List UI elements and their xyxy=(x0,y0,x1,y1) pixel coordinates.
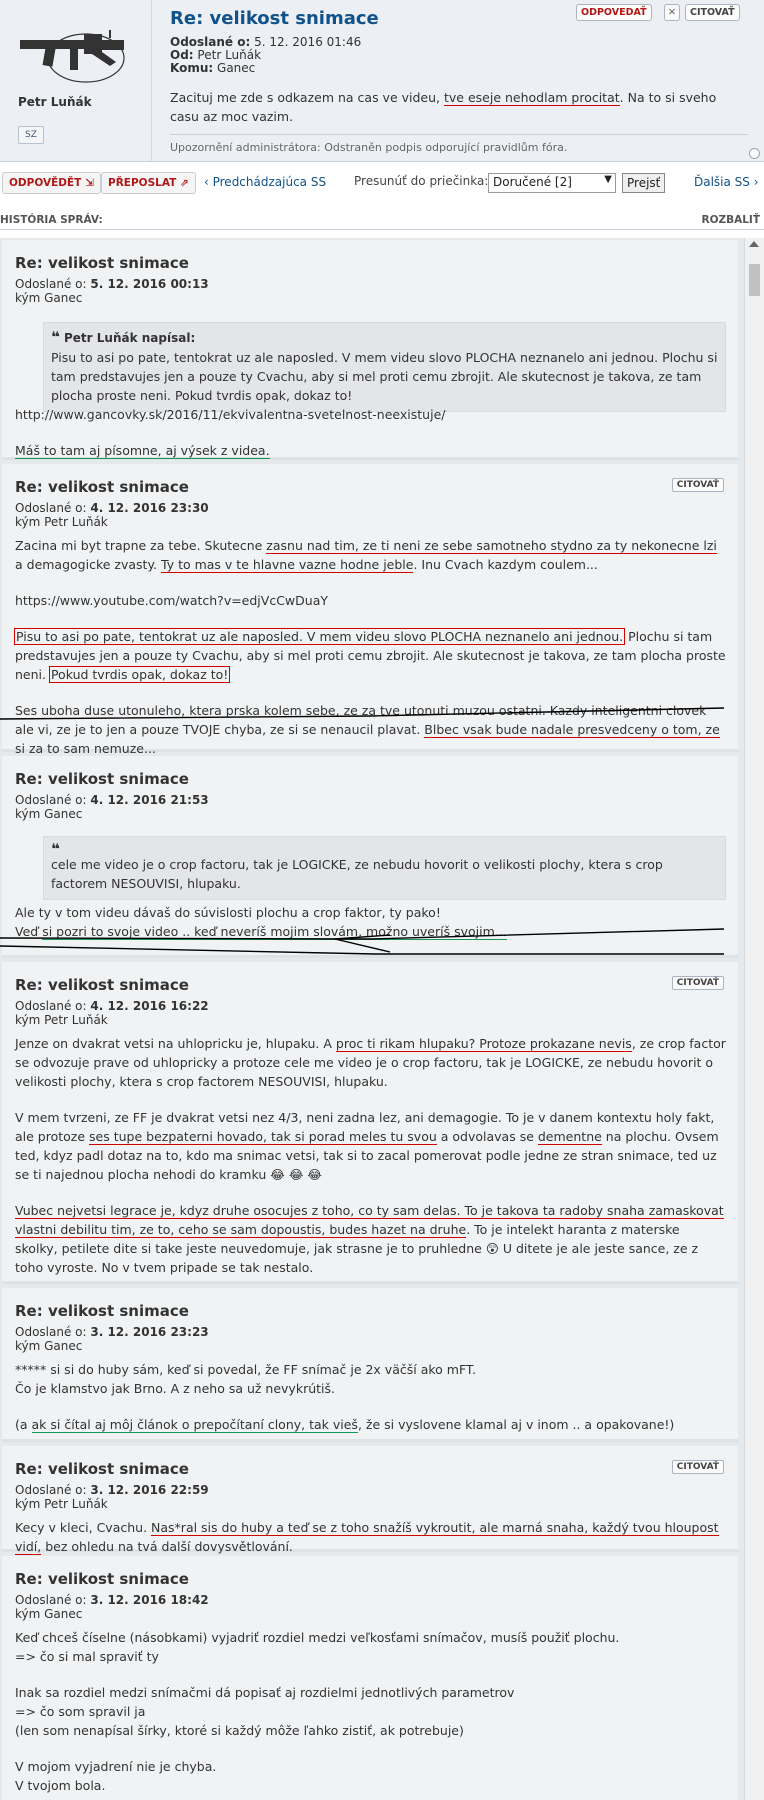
rifle-logo-icon xyxy=(14,18,134,88)
text: Kecy v kleci, Cvachu. xyxy=(15,1520,152,1535)
history-message xyxy=(2,1556,738,1800)
sent-label: Odoslané o: xyxy=(170,35,251,49)
message-author: kým Petr Luňák xyxy=(15,515,108,529)
sent-value: 5. 12. 2016 01:46 xyxy=(254,35,362,49)
quote-button[interactable]: CITOVAŤ xyxy=(685,4,740,21)
underlined-text: Nas*ral sis do huby a teď se z toho snažíš vykroutit, ale marná snaha, každý tvou hloupost vidí, xyxy=(15,1520,719,1554)
pm-body-text-end: . Na to si sveho casu az moc vazim. xyxy=(170,90,717,124)
history-message xyxy=(2,240,738,460)
message-author: kým Petr Luňák xyxy=(15,1497,108,1511)
text: . Inu Cvach kazdym coulem... xyxy=(413,557,598,572)
message-text: V tvojom bola. xyxy=(15,1778,106,1793)
date-value: 3. 12. 2016 23:23 xyxy=(90,1325,209,1339)
date-value: 4. 12. 2016 23:30 xyxy=(90,501,209,515)
prev-message-link[interactable]: ‹ Predchádzajúca SS xyxy=(204,175,327,189)
message-title: Re: velikost snimace xyxy=(15,254,189,272)
message-text: => čo som spravil ja xyxy=(15,1704,146,1719)
from-line xyxy=(170,48,261,62)
message-text: ***** si si do huby sám, keď si povedal, že FF snímač je 2x väčší ako mFT. xyxy=(15,1362,477,1377)
forward-action-button[interactable]: PŘEPOSLAT ⇗ xyxy=(101,172,196,194)
laughing-emoji-icon: 😂 😂 😂 xyxy=(270,1167,323,1182)
paragraph xyxy=(15,701,726,758)
underlined-text: proc ti rikam hlupaku? Protoze prokazane nevis xyxy=(335,1036,632,1051)
to-value[interactable]: Ganec xyxy=(217,61,256,75)
message-date xyxy=(15,793,209,807)
date-label: Odoslané o: xyxy=(15,501,87,515)
message-body xyxy=(15,405,726,460)
boxed-text: Pisu to asi po pate, tentokrat uz ale naposled. V mem videu slovo PLOCHA neznanelo ani jednou. xyxy=(16,629,624,644)
message-text: Keď chceš číselne (násobkami) vyjadriť rozdiel medzi veľkosťami snímačov, musíš použiť plochu. xyxy=(15,1630,620,1645)
paragraph xyxy=(15,1201,726,1277)
date-value: 4. 12. 2016 16:22 xyxy=(90,999,209,1013)
reply-action-button[interactable]: ODPOVĚDĚT ⇲ xyxy=(2,172,101,194)
text: a demagogicke zvasty. xyxy=(15,557,162,572)
quote-text: cele me video je o crop factoru, tak je LOGICKE, ze nebudu hovorit o velikosti plochy, ktera s crop factorem NESOUVISI, hlupaku. xyxy=(51,857,663,891)
folder-select[interactable] xyxy=(488,173,616,193)
quote-icon: ❝ xyxy=(51,328,60,346)
message-body xyxy=(15,1518,726,1556)
quote-icon: ❝ xyxy=(51,840,60,858)
author-name[interactable]: Petr Luňák xyxy=(18,95,92,109)
date-value: 5. 12. 2016 00:13 xyxy=(90,277,209,291)
message-text: => čo si mal spraviť ty xyxy=(15,1649,159,1664)
text: . To je intelekt haranta z materske skolky, petilete dite si take jeste neuvedomuje, jak strasne je to pruhledne xyxy=(15,1222,680,1256)
underlined-text: zasnu nad tim, ze ti neni ze sebe samotneho stydno za ty nekonecne lzi xyxy=(266,538,717,553)
text: V mem tvrzeni, ze FF je dvakrat vetsi nez 4/3, neni zadna lez, ani demagogie. To je v danem kontextu holy fakt, ale protoze xyxy=(15,1110,715,1144)
message-text: Ale ty v tom videu dávaš do súvislosti plochu a crop faktor, ty pako! xyxy=(15,905,441,920)
sent-line xyxy=(170,35,361,49)
message-history xyxy=(0,238,744,1800)
quote-block xyxy=(43,836,726,900)
next-message-link[interactable]: Ďalšia SS › xyxy=(694,175,759,189)
message-date xyxy=(15,1325,209,1339)
message-author: kým Ganec xyxy=(15,291,83,305)
history-message xyxy=(2,464,738,756)
to-line xyxy=(170,61,255,75)
date-value: 4. 12. 2016 21:53 xyxy=(90,793,209,807)
message-date xyxy=(15,1483,209,1497)
author-column xyxy=(0,0,152,162)
message-author: kým Ganec xyxy=(15,1607,83,1621)
text: Veď xyxy=(15,924,43,939)
message-title: Re: velikost snimace xyxy=(15,1460,189,1478)
message-date xyxy=(15,277,209,291)
date-value: 3. 12. 2016 18:42 xyxy=(90,1593,209,1607)
quote-text: Pisu to asi po pate, tentokrat uz ale naposled. V mem videu slovo PLOCHA neznanelo ani jednou. Plochu si tam predstavujes jen a pouze ty Cvachu, aby si mel proti cemu zbrojit. Ale skutecnost je takova, ze tam plocha proste neni. Pokud tvrdis opak, dokaz to! xyxy=(51,350,718,403)
underlined-text: Vubec nejvetsi legrace je, kdyz druhe osocujes z toho, co ty sam delas. To je takova ta radoby snaha zamaskovat vlastni debilitu tim, ze to, ceho se sam dopoustis, budes hazet na druhe xyxy=(15,1203,724,1237)
text: U ditete je ale jeste sance, ze z toho vyroste. No v tvem pripade se tak nestalo. xyxy=(15,1241,699,1275)
message-title: Re: velikost snimace xyxy=(15,976,189,994)
text: Ses uboha duse utonuleho, ktera prska kolem sebe, ze za tve utonuti muzou ostatni. Kazdy inteligentni clovek ale vi, ze je to jen a pouze TVOJE chyba, ze si se nenaucil plavat. xyxy=(15,703,707,737)
to-label: Komu: xyxy=(170,61,214,75)
quote-button[interactable]: CITOVAŤ xyxy=(672,976,724,990)
back-to-top-icon[interactable] xyxy=(749,148,760,159)
reply-button[interactable]: ODPOVEDAŤ xyxy=(576,4,652,21)
message-link[interactable]: https://www.youtube.com/watch?v=edjVcCwDuaY xyxy=(15,593,329,608)
underlined-text: dementne xyxy=(537,1129,602,1144)
message-body xyxy=(15,903,726,941)
message-text: (len som nenapísal šírky, ktoré si každý môže ľahko zistiť, ak potrebuje) xyxy=(15,1723,464,1738)
message-title: Re: velikost snimace xyxy=(15,1302,189,1320)
date-value: 3. 12. 2016 22:59 xyxy=(90,1483,209,1497)
from-value[interactable]: Petr Luňák xyxy=(197,48,262,62)
pm-subject: Re: velikost snimace xyxy=(170,8,379,29)
scrollbar[interactable] xyxy=(744,238,764,1800)
date-label: Odoslané o: xyxy=(15,1325,87,1339)
quote-button[interactable]: CITOVAŤ xyxy=(672,478,724,492)
message-body xyxy=(15,1628,726,1795)
expand-link[interactable]: ROZBALIŤ xyxy=(701,214,760,226)
admin-note: Upozornění administrátora: Odstraněn podpis odporující pravidlům fóra. xyxy=(170,134,748,154)
message-author: kým Ganec xyxy=(15,1339,83,1353)
history-message xyxy=(2,1446,738,1552)
text: Jenze on dvakrat vetsi na uhlopricku je, hlupaku. A xyxy=(15,1036,336,1051)
message-body xyxy=(15,1034,726,1277)
text: bez ohledu na tvá další dovysvětlování. xyxy=(41,1539,293,1554)
message-body xyxy=(15,536,726,758)
paragraph xyxy=(15,1034,726,1091)
scrollbar-thumb[interactable] xyxy=(749,264,760,296)
quote-author xyxy=(51,329,718,348)
pm-body-underlined: tve eseje nehodlam procitat xyxy=(444,90,620,105)
message-text: Inak sa rozdiel medzi snímačmi dá popisať aj rozdielmi jednotlivých parametrov xyxy=(15,1685,515,1700)
underlined-text: Blbec vsak bude nadale presvedceny o tom, ze si za to sam nemuze... xyxy=(15,722,720,756)
send-pm-button[interactable]: SZ xyxy=(18,126,44,144)
paragraph xyxy=(15,1518,726,1556)
history-message xyxy=(2,962,738,1284)
underlined-text: ses tupe bezpaterni hovado, tak si porad meles tu svou xyxy=(89,1129,437,1144)
text: a odvolavas se xyxy=(436,1129,538,1144)
date-label: Odoslané o: xyxy=(15,999,87,1013)
text: (a xyxy=(15,1417,32,1432)
paragraph xyxy=(15,1108,726,1184)
message-text: Čo je klamstvo jak Brno. A z neho sa už nevykrútiš. xyxy=(15,1381,335,1396)
message-text: V mojom vyjadrení nie je chyba. xyxy=(15,1759,217,1774)
underlined-text: Ty to mas v te hlavne vazne hodne jeble xyxy=(161,557,414,572)
paragraph xyxy=(15,1415,726,1434)
quote-button[interactable]: CITOVAŤ xyxy=(672,1460,724,1474)
scroll-up-icon[interactable] xyxy=(749,241,759,247)
history-label: HISTÓRIA SPRÁV: xyxy=(0,214,103,226)
folder-select-value: Doručené [2] xyxy=(493,175,572,189)
date-label: Odoslané o: xyxy=(15,793,87,807)
history-message xyxy=(2,756,738,958)
pm-header xyxy=(0,0,764,162)
message-text: Máš to tam aj písomne, aj výsek z videa. xyxy=(15,443,270,458)
chevron-down-icon: ▼ xyxy=(604,174,612,185)
quote-author-text: Petr Luňák napísal: xyxy=(64,331,196,345)
text: Plochu si tam predstavujes jen a pouze ty Cvachu, aby si mel proti cemu zbrojit. Ale skutecnost je takova, ze tam plocha proste neni. xyxy=(15,629,726,682)
message-author: kým Ganec xyxy=(15,807,83,821)
delete-button[interactable]: ✕ xyxy=(664,4,680,21)
action-bar xyxy=(0,168,764,198)
paragraph xyxy=(15,536,726,574)
history-bar xyxy=(0,210,764,230)
quote-block xyxy=(43,322,726,412)
message-title: Re: velikost snimace xyxy=(15,1570,189,1588)
go-button[interactable]: Prejsť xyxy=(622,173,665,193)
underlined-text: si pozri to svoje video .. keď neveríš mojim slovám, možno uveríš svojim... xyxy=(42,924,507,939)
history-message xyxy=(2,1288,738,1442)
date-label: Odoslané o: xyxy=(15,277,87,291)
paragraph xyxy=(15,922,726,941)
text: , ze crop factor se odvozuje prave od uhlopricky a protoze cele me video je o crop factoru, tak je LOGICKE, ze nebudu hovorit o velikosti plochy, ktera s crop factorem NESOUVISI, hlupaku. xyxy=(15,1036,726,1089)
message-date xyxy=(15,501,209,515)
message-body xyxy=(15,1360,726,1434)
boxed-text: Pokud tvrdis opak, dokaz to! xyxy=(50,667,229,682)
paragraph xyxy=(15,627,726,684)
message-title: Re: velikost snimace xyxy=(15,770,189,788)
text: na plochu. Ovsem ted, kdyz padl dotaz na to, kdo ma snimac vetsi, tak si to zacal pomerovat podle jedne ze stran snimace, ted uz se ti najednou plocha nehodi do kramku xyxy=(15,1129,719,1182)
pm-body xyxy=(170,88,745,126)
underlined-text: ak si čítal aj môj článok o prepočítaní clony, tak vieš xyxy=(31,1417,358,1432)
move-to-folder-label: Presunúť do priečinka: xyxy=(354,174,489,188)
date-label: Odoslané o: xyxy=(15,1483,87,1497)
message-date xyxy=(15,1593,209,1607)
message-link[interactable]: http://www.gancovky.sk/2016/11/ekvivalentna-svetelnost-neexistuje/ xyxy=(15,407,446,422)
message-title: Re: velikost snimace xyxy=(15,478,189,496)
from-label: Od: xyxy=(170,48,194,62)
date-label: Odoslané o: xyxy=(15,1593,87,1607)
pm-body-text: Zacituj me zde s odkazem na cas ve videu, xyxy=(170,90,444,105)
text: , že si vyslovene klamal aj v inom .. a opakovane!) xyxy=(357,1417,675,1432)
text: Zacina mi byt trapne za tebe. Skutecne xyxy=(15,538,267,553)
message-author: kým Petr Luňák xyxy=(15,1013,108,1027)
message-date xyxy=(15,999,209,1013)
surprised-emoji-icon: 😲 xyxy=(485,1241,499,1256)
